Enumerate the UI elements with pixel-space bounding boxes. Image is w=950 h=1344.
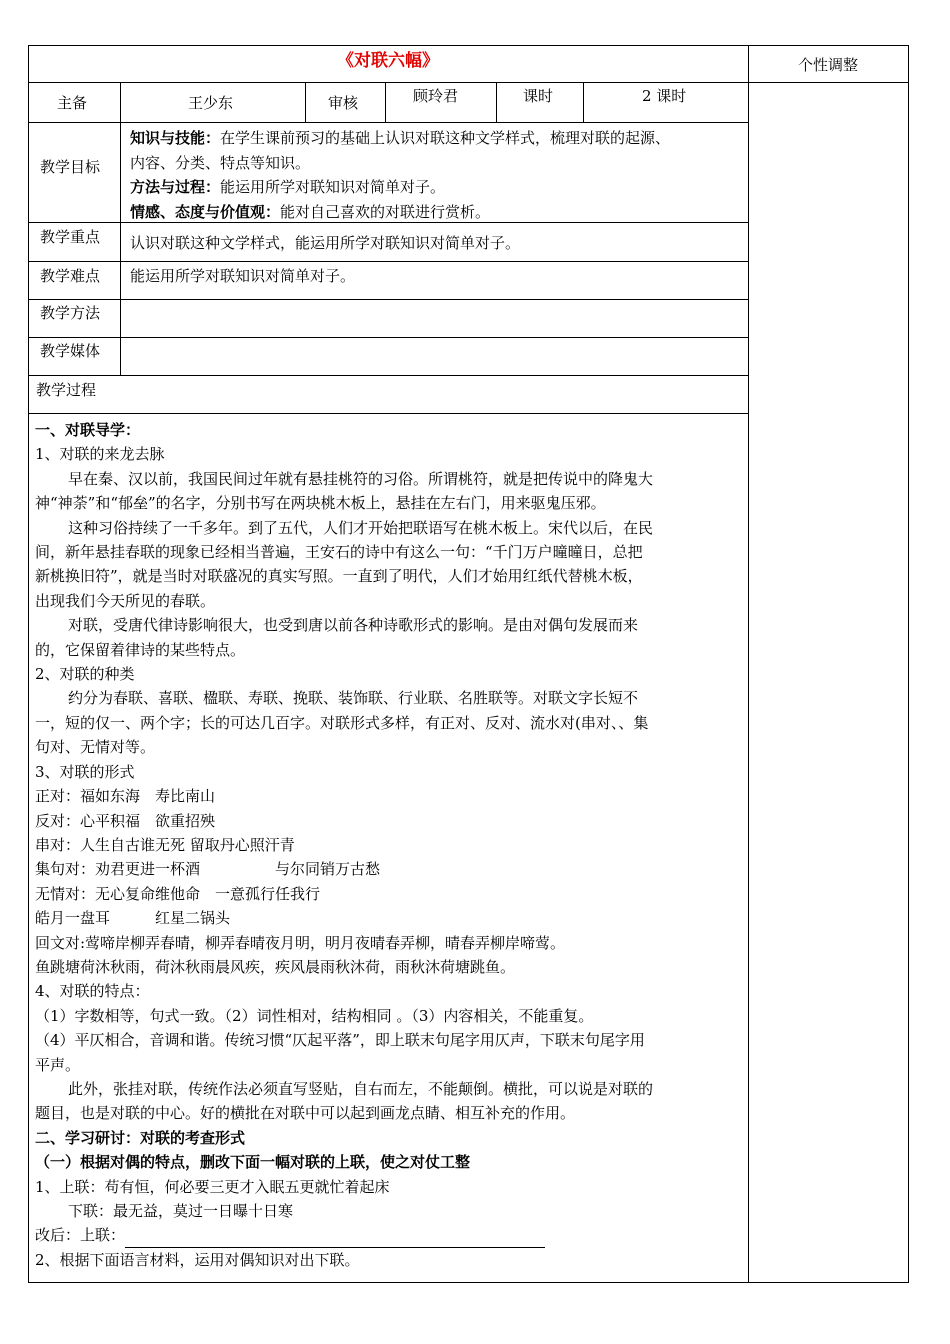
info-divider-3 [385,82,386,122]
body-line: 题目，也是对联的中心。好的横批在对联中可以起到画龙点睛、相互补充的作用。 [35,1104,576,1123]
row-divider-media [28,375,749,376]
body-line: 集句对：劝君更进一杯酒 与尔同销万古愁 [35,860,381,879]
body-line: 一、对联导学： [35,421,141,439]
body-line: 鱼跳塘荷沐秋雨，荷沐秋雨晨风疾，疾风晨雨秋沐荷，雨秋沐荷塘跳鱼。 [35,957,516,976]
reviewer-label: 审核 [328,94,359,112]
answer-line [35,1223,741,1247]
body-line: 1、对联的来龙去脉 [35,445,165,464]
body-line: 出现我们今天所见的春联。 [35,591,216,610]
objective-line: 情感、态度与价值观：能对自己喜欢的对联进行赏析。 [130,202,491,221]
body-line: （4）平仄相合，音调和谐。传统习惯“仄起平落”，即上联末句尾字用仄声，下联末句尾字用 [35,1031,645,1050]
row-divider-keypoint [28,261,749,262]
objectives-label: 教学目标 [40,158,101,176]
label-column-divider [120,122,121,375]
body-line: 这种习俗持续了一千多年。到了五代，人们才开始把联语写在桃木板上。宋代以后，在民 [68,518,654,537]
body-line: 正对：福如东海 寿比南山 [35,787,216,806]
lead-preparer-value: 王少东 [188,94,234,112]
body-line: 串对：人生自古谁无死 留取丹心照汗青 [35,835,295,854]
row-divider-title [28,82,749,83]
body-line: 二、学习研讨：对联的考查形式 [35,1128,246,1147]
body-line: 一，短的仅一、两个字；长的可达几百字。对联形式多样，有正对、反对、流水对(串对、、集 [35,713,649,732]
class-hours-label: 课时 [523,87,554,105]
process-label: 教学过程 [36,381,97,399]
body-line: 1、上联：苟有恒，何必要三更才入眠五更就忙着起床 [35,1177,390,1196]
class-hours-value: 2 课时 [642,87,687,105]
key-point-value: 认识对联这种文学样式，能运用所学对联知识对简单对子。 [130,234,521,252]
difficulty-value: 能运用所学对联知识对简单对子。 [130,267,356,285]
body-line: 无情对：无心复命维他命 一意孤行任我行 [35,884,321,903]
body-line: （一）根据对偶的特点，删改下面一幅对联的上联，使之对仗工整 [35,1153,471,1172]
info-divider-1 [120,82,121,122]
body-line: 皓月一盘耳 红星二锅头 [35,909,231,928]
row-divider-difficulty [28,299,749,300]
method-label: 教学方法 [40,304,101,322]
body-line: 回文对:莺啼岸柳弄春晴，柳弄春晴夜月明，明月夜晴春弄柳，晴春弄柳岸啼莺。 [35,933,566,952]
key-point-label: 教学重点 [40,228,101,246]
body-line: 2、对联的种类 [35,665,135,684]
row-divider-info [28,122,749,123]
row-divider-method [28,337,749,338]
lead-preparer-label: 主备 [57,94,88,112]
reviewer-value: 顾玲君 [413,87,459,105]
table-border-main-right [748,45,749,1282]
body-line: 平声。 [35,1055,81,1074]
info-divider-4 [496,82,497,122]
side-column-header: 个性调整 [797,56,858,74]
side-header-divider [748,82,909,83]
objective-line: 内容、分类、特点等知识。 [130,153,311,172]
table-border-bottom [28,1282,909,1283]
table-border-left [28,45,29,1282]
body-line: 2、根据下面语言材料，运用对偶知识对出下联。 [35,1250,360,1269]
info-divider-5 [583,82,584,122]
body-line: 句对、无情对等。 [35,738,156,757]
body-line: （1）字数相等，句式一致。（2）词性相对，结构相同 。（3）内容相关，不能重复。 [35,1006,594,1025]
body-line: 间，新年悬挂春联的现象已经相当普遍，王安石的诗中有这么一句：“千门万户曈曈日，总把 [35,543,643,562]
answer-prefix: 改后：上联： [35,1226,126,1245]
objectives-content [130,126,670,224]
body-line: 4、对联的特点： [35,982,150,1001]
body-line: 3、对联的形式 [35,762,135,781]
table-border-side-right [908,45,909,1282]
body-line: 对联，受唐代律诗影响很大，也受到唐以前各种诗歌形式的影响。是由对偶句发展而来 [68,616,639,635]
objective-line: 方法与过程：能运用所学对联知识对简单对子。 [130,178,446,196]
table-border-top [28,45,909,46]
difficulty-label: 教学难点 [40,267,101,285]
body-line: 约分为春联、喜联、楹联、寿联、挽联、装饰联、行业联、名胜联等。对联文字长短不 [68,689,639,708]
body-line: 的，它保留着律诗的某些特点。 [35,640,246,659]
body-line: 神“神荼”和“郁垒”的名字，分别书写在两块桃木板上，悬挂在左右门，用来驱鬼压邪。 [35,494,606,513]
answer-blank[interactable] [125,1231,545,1248]
row-divider-process [28,413,749,414]
body-line: 早在秦、汉以前，我国民间过年就有悬挂桃符的习俗。所谓桃符，就是把传说中的降鬼大 [68,469,654,488]
body-line: 新桃换旧符”，就是当时对联盛况的真实写照。一直到了明代，人们才始用红纸代替桃木板， [35,567,643,586]
body-line: 反对：心平积福 欲重招殃 [35,811,216,830]
objective-line: 知识与技能：在学生课前预习的基础上认识对联这种文学样式，梳理对联的起源、 [130,129,671,147]
body-line: 此外，张挂对联，传统作法必须直写竖贴，自右而左，不能颠倒。横批，可以说是对联的 [68,1079,654,1098]
info-divider-2 [305,82,306,122]
page-title: 《对联六幅》 [337,51,439,71]
media-label: 教学媒体 [40,342,101,360]
body-line: 下联：最无益，莫过一日曝十日寒 [68,1202,294,1220]
lesson-body [35,418,741,1272]
